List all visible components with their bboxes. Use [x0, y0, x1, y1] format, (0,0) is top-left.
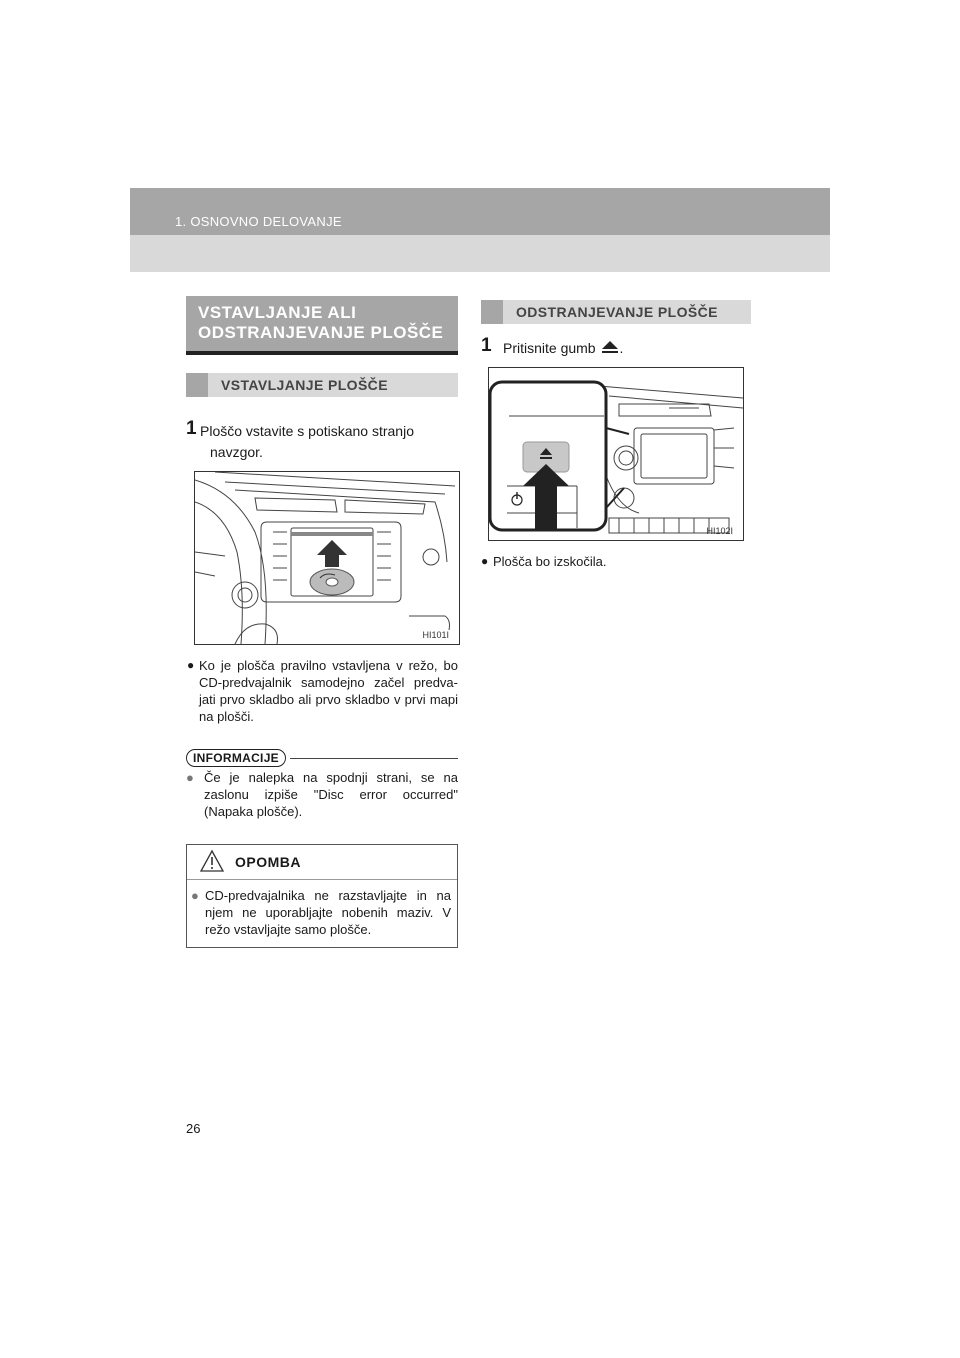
section-label: 1. OSNOVNO DELOVANJE: [175, 214, 342, 229]
note-title: OPOMBA: [235, 854, 301, 870]
bullet-text: Plošča bo izskočila.: [493, 554, 607, 569]
bullet-icon: ●: [481, 554, 489, 568]
right-column: [481, 296, 751, 570]
info-text: Če je nalepka na spodnji strani, se na zaslonu izpiše "Disc error occurred" (Napaka plošče).: [204, 770, 458, 819]
header-top-bar: [130, 188, 830, 235]
subsection-title-eject: [481, 300, 751, 324]
info-bullet-icon: ●: [186, 770, 194, 785]
subsection-marker: [186, 373, 208, 397]
note-body: [191, 887, 451, 938]
note-header: [187, 845, 457, 880]
step-text-line1: Ploščo vstavite s potiskano stranjo: [200, 423, 414, 439]
step-1-insert: [186, 418, 458, 463]
note-text: CD-predvajalnika ne razstavljajte in na njem ne uporabljajte nobenih maziv. V režo vstavljajte samo plošče.: [205, 888, 451, 937]
page-number: 26: [186, 1121, 201, 1136]
step-text: [481, 338, 751, 359]
left-column: [186, 296, 458, 948]
page-header: [130, 188, 830, 272]
info-bullet: [186, 769, 458, 820]
dashboard-insert-illustration: [195, 472, 459, 644]
figure-code: HI101I: [422, 630, 449, 640]
step-number: 1: [481, 335, 492, 356]
bullet-icon: ●: [187, 658, 195, 672]
note-bullet: [191, 887, 451, 938]
bullet-insert-result: [187, 657, 458, 725]
step-1-eject: [481, 335, 751, 359]
step-number: 1: [186, 418, 197, 439]
info-tag: INFORMACIJE: [186, 749, 286, 767]
subsection-marker: [481, 300, 503, 324]
section-title-line2: ODSTRANJEVANJE PLOŠČE: [198, 323, 444, 342]
figure-code: HI102I: [706, 526, 733, 536]
subsection-title-text: ODSTRANJEVANJE PLOŠČE: [516, 304, 718, 320]
bullet-eject-result: [481, 553, 751, 570]
note-box: [186, 844, 458, 948]
step-text-after: .: [619, 340, 624, 356]
info-block: [186, 749, 458, 820]
step-text-before: Pritisnite gumb: [503, 340, 596, 356]
subsection-title-insert: [186, 373, 458, 397]
dashboard-eject-illustration: [489, 368, 743, 540]
bullet-text: Ko je plošča pravilno vstavljena v režo, bo CD-predvajalnik samodejno začel predva- jati prvo skladbo ali prvo skladbo v prvi mapi na plošči.: [199, 658, 458, 724]
note-bullet-icon: ●: [191, 888, 199, 903]
info-divider: [290, 758, 458, 759]
section-title-line1: VSTAVLJANJE ALI: [198, 303, 357, 322]
eject-icon: [601, 340, 619, 354]
figure-insert-disc: [194, 471, 460, 645]
step-text-line2: navzgor.: [210, 444, 263, 460]
section-title: [186, 296, 458, 355]
warning-triangle-icon: [199, 849, 225, 873]
figure-eject-button: [488, 367, 744, 541]
subsection-title-text: VSTAVLJANJE PLOŠČE: [221, 377, 388, 393]
